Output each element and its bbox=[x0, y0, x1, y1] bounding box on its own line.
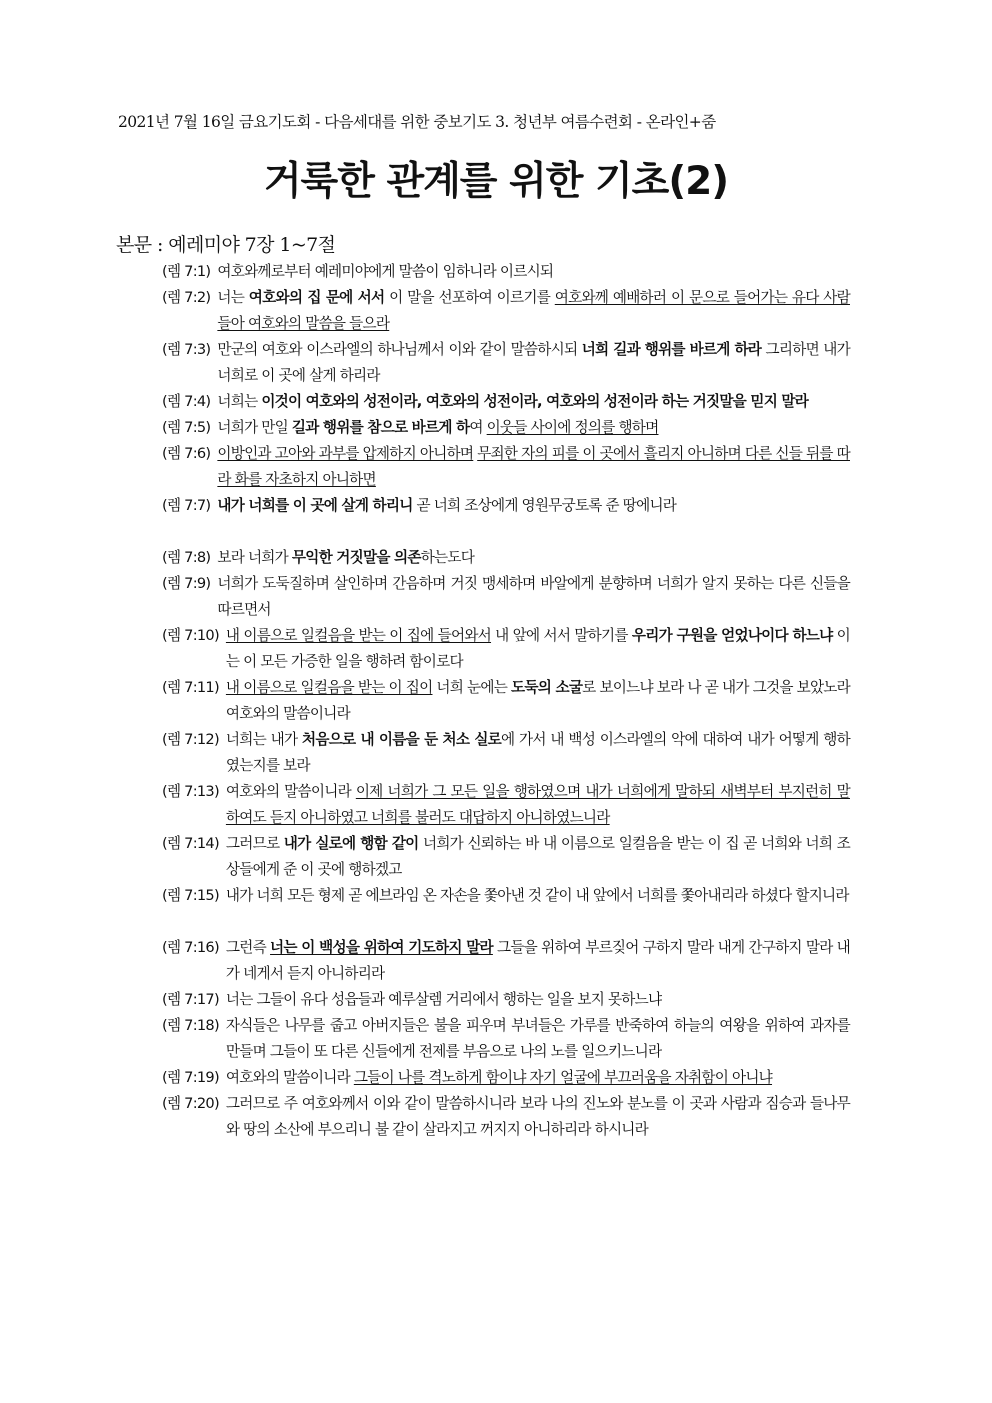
verse-ref: (렘 7:7) bbox=[162, 497, 211, 514]
verse-item bbox=[162, 389, 850, 415]
section-gap bbox=[162, 909, 850, 935]
verse-ref: (렘 7:3) bbox=[162, 341, 211, 358]
verse-text bbox=[226, 935, 850, 987]
verse-segment: 이 말을 선포하여 이르기를 bbox=[384, 289, 555, 306]
verse-segment: 여호와의 말씀이니라 bbox=[225, 1069, 354, 1086]
verse-ref: (렘 7:17) bbox=[162, 991, 219, 1008]
emphasis-text: 길과 행위를 참으로 바르게 하 bbox=[291, 419, 470, 436]
verse-item bbox=[162, 259, 850, 285]
verse-segment: 내 앞에 서서 말하기를 bbox=[491, 627, 632, 644]
verse-text bbox=[217, 493, 850, 519]
verse-segment: 여호와께로부터 예레미야에게 말씀이 임하니라 이르시되 bbox=[217, 263, 554, 280]
verse-text bbox=[226, 623, 850, 675]
verse-text bbox=[226, 1013, 850, 1065]
verse-item bbox=[162, 441, 850, 493]
verse-text bbox=[226, 987, 850, 1013]
verse-segment: 너희가 신뢰하는 바 내 이름으로 일컬음을 받는 이 집 곧 너희와 너희 조상들에게 준 이 곳에 행하겠고 bbox=[225, 835, 851, 878]
verse-item bbox=[162, 675, 850, 727]
verse-segment: 로 보이느냐 보라 나 곧 내가 그것을 보았노라 여호와의 말씀이니라 bbox=[225, 679, 851, 722]
verse-text bbox=[217, 337, 850, 389]
verse-item bbox=[162, 727, 850, 779]
verse-segment: 만군의 여호와 이스라엘의 하나님께서 이와 같이 말씀하시되 bbox=[217, 341, 582, 358]
verse-segment: 보라 너희가 bbox=[217, 549, 292, 566]
emphasis-text: 처음으로 내 이름을 둔 처소 실로 bbox=[301, 731, 502, 748]
verse-segment: 그리하면 내가 너희로 이 곳에 살게 하리라 bbox=[217, 341, 850, 384]
underlined-text: 이웃들 사이에 정의를 행하며 bbox=[486, 419, 659, 436]
verse-ref: (렘 7:4) bbox=[162, 393, 211, 410]
verse-item bbox=[162, 831, 850, 883]
verse-text bbox=[226, 779, 850, 831]
underlined-text: 내 이름으로 일컬음을 받는 이 집에 들어와서 bbox=[225, 627, 492, 644]
verse-segment: 하는도다 bbox=[420, 549, 475, 566]
verse-item bbox=[162, 1013, 850, 1065]
emphasis-text: 무익한 거짓말을 의존 bbox=[291, 549, 421, 566]
verse-text bbox=[217, 415, 850, 441]
verse-item bbox=[162, 415, 850, 441]
verse-segment: 너는 그들이 유다 성읍들과 예루살렘 거리에서 행하는 일을 보지 못하느냐 bbox=[225, 991, 662, 1008]
verse-ref: (렘 7:13) bbox=[162, 783, 219, 800]
verse-ref: (렘 7:20) bbox=[162, 1095, 219, 1112]
verse-ref: (렘 7:2) bbox=[162, 289, 211, 306]
verse-segment: 여호와의 말씀이니라 bbox=[225, 783, 356, 800]
underlined-text: 내 이름으로 일컬음을 받는 이 집이 bbox=[225, 679, 433, 696]
underlined-text: 그들이 나를 격노하게 함이냐 자기 얼굴에 부끄러움을 자취함이 아니냐 bbox=[353, 1069, 773, 1086]
verse-text bbox=[226, 1091, 850, 1143]
verse-item bbox=[162, 545, 850, 571]
verse-text bbox=[226, 1065, 850, 1091]
verse-ref: (렘 7:8) bbox=[162, 549, 211, 566]
verse-ref: (렘 7:9) bbox=[162, 575, 211, 592]
emphasis-text: 여호와의 집 문에 서서 bbox=[248, 289, 385, 306]
verse-segment: 이는 이 모든 가증한 일을 행하려 함이로다 bbox=[225, 627, 850, 670]
verse-item bbox=[162, 623, 850, 675]
verse-text bbox=[217, 285, 850, 337]
verse-text bbox=[226, 675, 850, 727]
verse-item bbox=[162, 1065, 850, 1091]
emphasis-text: 도둑의 소굴 bbox=[511, 679, 583, 696]
verse-text bbox=[217, 441, 850, 493]
verse-ref: (렘 7:16) bbox=[162, 939, 219, 956]
underlined-text: 무죄한 자의 피를 이 곳에서 흘리지 아니하며 다른 신들 뒤를 따라 화를 자초하지 아니하면 bbox=[217, 445, 850, 488]
page-title: 거룩한 관계를 위한 기초(2) bbox=[263, 159, 729, 204]
verse-item bbox=[162, 285, 850, 337]
verse-item bbox=[162, 1091, 850, 1143]
verse-item bbox=[162, 779, 850, 831]
verse-segment: 그들을 위하여 부르짖어 구하지 말라 내게 간구하지 말라 내가 네게서 듣지 아니하리라 bbox=[225, 939, 850, 982]
verse-ref: (렘 7:19) bbox=[162, 1069, 219, 1086]
verse-segment: 너희는 내가 bbox=[225, 731, 302, 748]
underlined-text: 여호와께 예배하러 이 문으로 들어가는 유다 사람들아 여호와의 말씀을 들으라 bbox=[217, 289, 850, 332]
verse-ref: (렘 7:10) bbox=[162, 627, 219, 644]
section-gap bbox=[162, 519, 850, 545]
header-line: 2021년 7월 16일 금요기도회 - 다음세대를 위한 중보기도 3. 청년부 여름수련회 - 온라인+줌 bbox=[118, 113, 716, 131]
verse-text bbox=[226, 831, 850, 883]
verse-segment: 너희가 도둑질하며 살인하며 간음하며 거짓 맹세하며 바알에게 분향하며 너희가 알지 못하는 다른 신들을 따르면서 bbox=[217, 575, 850, 618]
underlined-text: 이방인과 고아와 과부를 압제하지 아니하며 bbox=[217, 445, 474, 462]
verse-segment: 여 bbox=[469, 419, 487, 436]
verse-ref: (렘 7:11) bbox=[162, 679, 219, 696]
verse-list bbox=[162, 259, 850, 1143]
underlined-text: 이제 너희가 그 모든 일을 행하였으며 내가 너희에게 말하되 새벽부터 부지런히 말하여도 듣지 아니하였고 너희를 불러도 대답하지 아니하였느니라 bbox=[225, 783, 850, 826]
verse-ref: (렘 7:6) bbox=[162, 445, 211, 462]
verse-ref: (렘 7:15) bbox=[162, 887, 219, 904]
verse-item bbox=[162, 571, 850, 623]
verse-segment: 너는 bbox=[217, 289, 249, 306]
emphasis-text: 너는 이 백성을 위하여 기도하지 말라 bbox=[270, 939, 493, 956]
verse-segment: 그러므로 주 여호와께서 이와 같이 말씀하시니라 보라 나의 진노와 분노를 이 곳과 사람과 짐승과 들나무와 땅의 소산에 부으리니 불 같이 살라지고 꺼지지 아니하리라 하시니라 bbox=[225, 1095, 850, 1138]
passage-reference: 본문 : 예레미야 7장 1~7절 bbox=[116, 234, 336, 256]
verse-segment: 너희 눈에는 bbox=[432, 679, 512, 696]
verse-text bbox=[226, 883, 850, 909]
verse-segment: 너희는 bbox=[217, 393, 262, 410]
verse-text bbox=[217, 259, 850, 285]
emphasis-text: 너희 길과 행위를 바르게 하라 bbox=[581, 341, 762, 358]
verse-ref: (렘 7:5) bbox=[162, 419, 211, 436]
verse-item bbox=[162, 987, 850, 1013]
verse-segment: 곧 너희 조상에게 영원무궁토록 준 땅에니라 bbox=[412, 497, 677, 514]
verse-ref: (렘 7:14) bbox=[162, 835, 219, 852]
verse-segment: 자식들은 나무를 줍고 아버지들은 불을 피우며 부녀들은 가루를 반죽하여 하늘의 여왕을 위하여 과자를 만들며 그들이 또 다른 신들에게 전제를 부음으로 나의 노를 일으키느니라 bbox=[225, 1017, 850, 1060]
verse-item bbox=[162, 935, 850, 987]
verse-text bbox=[217, 545, 850, 571]
verse-text bbox=[226, 727, 850, 779]
verse-segment: 내가 너희 모든 형제 곧 에브라임 온 자손을 쫓아낸 것 같이 내 앞에서 너희를 쫓아내리라 하셨다 할지니라 bbox=[225, 887, 849, 904]
verse-segment: 너희가 만일 bbox=[217, 419, 292, 436]
emphasis-text: 우리가 구원을 얻었나이다 하느냐 bbox=[631, 627, 833, 644]
verse-segment: 에 가서 내 백성 이스라엘의 악에 대하여 내가 어떻게 행하였는지를 보라 bbox=[225, 731, 850, 774]
verse-segment: 그러므로 bbox=[225, 835, 284, 852]
verse-item bbox=[162, 883, 850, 909]
verse-item bbox=[162, 493, 850, 519]
verse-text bbox=[217, 389, 850, 415]
verse-item bbox=[162, 337, 850, 389]
verse-ref: (렘 7:18) bbox=[162, 1017, 219, 1034]
emphasis-text: 내가 실로에 행함 같이 bbox=[283, 835, 419, 852]
emphasis-text: 이것이 여호와의 성전이라, 여호와의 성전이라, 여호와의 성전이라 하는 거짓말을 믿지 말라 bbox=[261, 393, 809, 410]
verse-ref: (렘 7:1) bbox=[162, 263, 211, 280]
verse-ref: (렘 7:12) bbox=[162, 731, 219, 748]
verse-segment: 그런즉 bbox=[225, 939, 271, 956]
emphasis-text: 내가 너희를 이 곳에 살게 하리니 bbox=[217, 497, 413, 514]
verse-text bbox=[217, 571, 850, 623]
